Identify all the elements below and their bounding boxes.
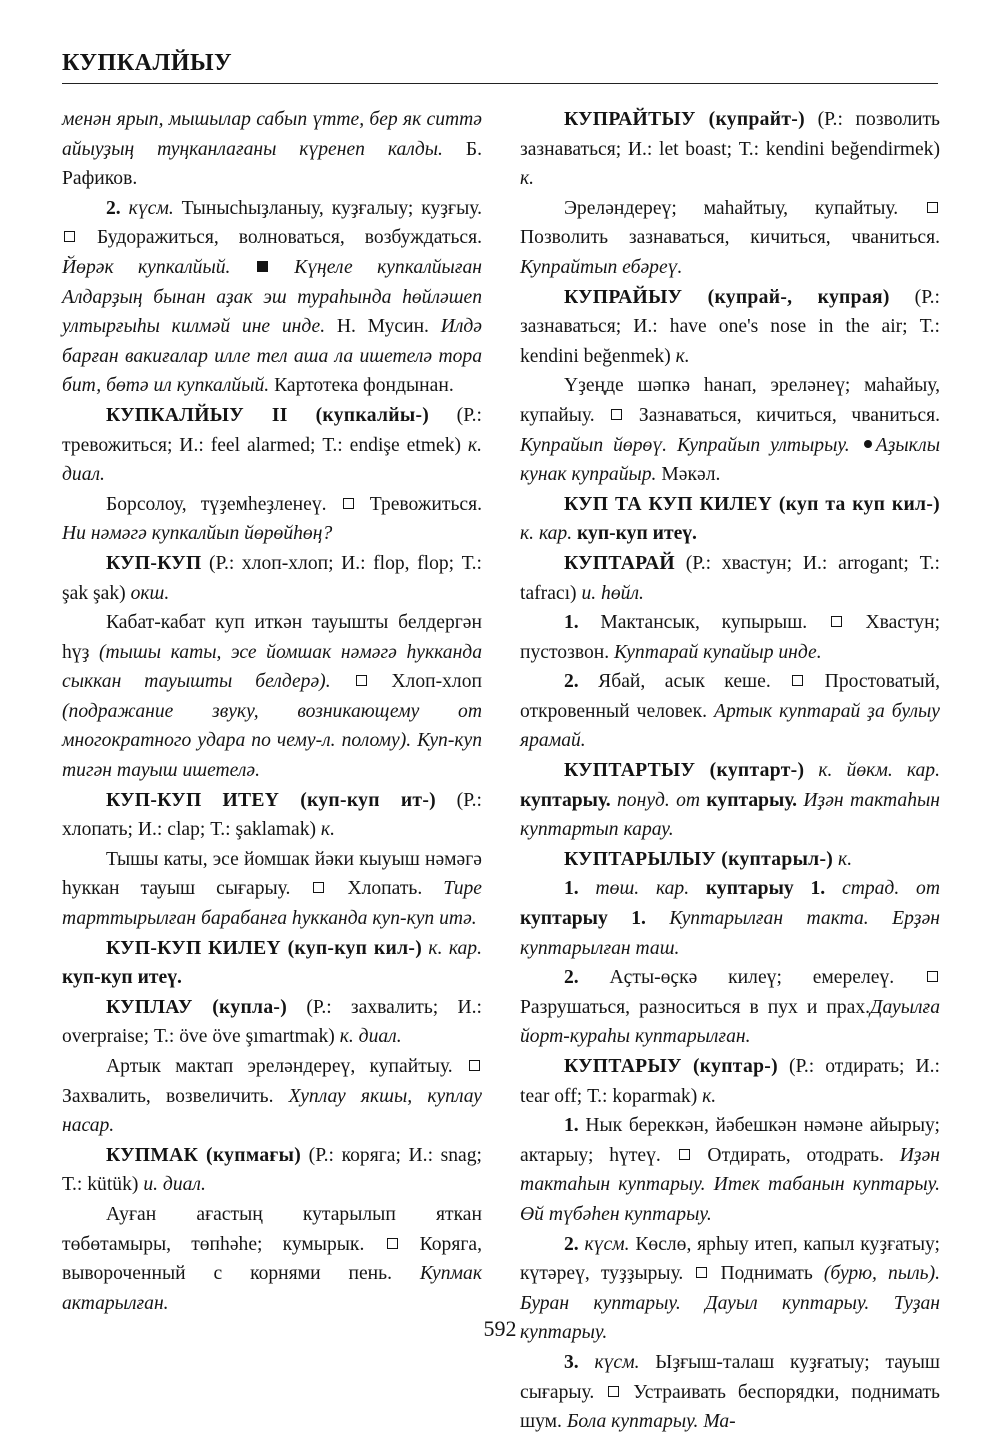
sense-number: 1. [564, 1115, 586, 1137]
headword: КУПТАРАЙ [564, 552, 675, 574]
source-text: Мәкәл. [656, 464, 721, 486]
definition: Эреләндереү; маһайтыу, купайтыу. [564, 197, 925, 219]
proverb-text: Аҙыклы кунак купрайыр. [520, 434, 940, 486]
example-text: Күңеле купкалйыған Алдарҙың бынан аҙак эш тураһында һөйләшеп ултырғыһы килмәй ине инде. [62, 256, 482, 338]
gram-tag: к. [702, 1085, 717, 1107]
entry-continuation [62, 105, 482, 194]
entry-sense [62, 608, 482, 786]
entry [520, 1052, 940, 1111]
definition: Борсолоу, түҙемһеҙленеү. [106, 493, 341, 515]
example-text: Ни нәмәгә купкалйып йөрөйһөң? [62, 523, 333, 545]
entry-sense [520, 667, 940, 756]
example-text: менән ярып, мышылар сабып үтте, бер як ситтә айыуҙың туңканлағаны күренеп калды. [62, 109, 482, 160]
translation-marker-icon [356, 675, 367, 686]
running-header [62, 48, 938, 78]
gram-tag: к. йөкм. кар. [804, 760, 940, 782]
headword: КУПТАРЫЛЫУ (куптарыл-) [564, 848, 834, 870]
example-text: Буран куптарыу. Дауыл куптарыу. Туҙан куптарыу. [520, 1292, 940, 1344]
example-text: Хуплау якшы, куплау насар. [62, 1085, 482, 1137]
source-text: Б. Рафиков. [62, 138, 482, 190]
definition: Нык береккән, йәбешкән нәмәне айырыу; актарыу; һүтеү. [520, 1115, 940, 1166]
sense-number: 3. [564, 1351, 595, 1373]
russian-translation: Простоватый, откровенный человек. [520, 671, 940, 722]
gram-tag: окш. [130, 582, 170, 604]
entry [520, 756, 940, 845]
headword: КУПЛАУ (купла-) [106, 996, 288, 1018]
definition: Тышы каты, эсе йомшак йәки кыуыш нәмәгә һуккан тауыш сығарыу. [62, 848, 482, 900]
example-text: Артык куптарай ҙа булыу ярамай. [520, 700, 940, 752]
definition: Ауған ағастың кутарылып яткан төбөтамыры, төпһәһе; кумырык. [62, 1203, 482, 1255]
entry-sense [62, 1052, 482, 1141]
translation-marker-icon [792, 675, 803, 686]
cross-reference: куптарыу. [706, 789, 798, 811]
explanation: (бурю, пыль). [823, 1263, 940, 1285]
definition: Ябай, асык кеше. [598, 671, 791, 693]
sense-2 [62, 194, 482, 401]
source-text: Н. Мусин. [325, 316, 441, 338]
headword: КУПКАЛЙЫУ II (купкалйы-) [106, 404, 430, 426]
entry-sense [520, 608, 940, 667]
page-number: 592 [483, 1316, 517, 1341]
gram-tag: к. кар. [520, 523, 578, 545]
translation-marker-icon [927, 202, 938, 213]
gram-tag: к. [520, 168, 535, 190]
example-text: Йөрәк купкалйый. [62, 256, 231, 278]
definition: Тыныcһыҙланыу, куҙғалыу; куҙғыу. [173, 197, 482, 219]
entry-sense [520, 194, 940, 283]
phraseology-marker-icon [257, 261, 268, 272]
russian-translation: Хлопать. [326, 878, 444, 900]
translation-marker-icon [679, 1149, 690, 1160]
definition: Үҙеңде шәпкә һанап, эреләнеү; маһайыу, купайыу. [520, 375, 940, 426]
gram-tag: күсм. [594, 1351, 640, 1373]
russian-translation: Хлоп-хлоп [368, 671, 482, 693]
russian-translation: Зазнаваться, кичиться, чваниться. [624, 404, 940, 426]
gram-tag: к. диал. [339, 1026, 402, 1048]
gram-tag: и. һөйл. [581, 582, 644, 604]
sense-number: 1. [564, 878, 596, 900]
equivalents: (Р.: позволить зазнаваться; И.: let boast; Т.: kendini beğendirmek) [520, 109, 940, 160]
entry [62, 1141, 482, 1200]
entry [520, 105, 940, 194]
entry-sense [520, 874, 940, 963]
translation-marker-icon [387, 1238, 398, 1249]
entry-sense [62, 490, 482, 549]
headword: КУП ТА КУП КИЛЕҮ (куп та куп кил-) [564, 493, 940, 515]
example-text: Бола куптарыу. Ма- [566, 1411, 736, 1433]
gram-tag: төш. кар. [595, 878, 706, 900]
translation-marker-icon [469, 1060, 480, 1071]
gram-tag: күсм. [584, 1233, 630, 1255]
translation-marker-icon [343, 498, 354, 509]
translation-marker-icon [831, 616, 842, 627]
gram-tag: страд. от [825, 878, 940, 900]
translation-marker-icon [608, 1386, 619, 1397]
russian-translation: Тревожиться. [355, 493, 482, 515]
equivalents: (Р.: зазнаваться; И.: have one's nose in the air; Т.: kendini beğenmek) [520, 286, 940, 367]
translation-marker-icon [313, 882, 324, 893]
example-text: Купрайтып ебәреү. [520, 256, 683, 278]
definition: Артык мактап эреләндереү, купайтыу. [106, 1056, 467, 1077]
equivalents: (Р.: хлоп-хлоп; И.: flop, flop; Т.: şak şak) [62, 552, 482, 604]
translation-marker-icon [611, 409, 622, 420]
entry-sense [520, 963, 940, 1052]
headword: КУП-КУП КИЛЕҮ (куп-куп кил-) [106, 937, 423, 959]
headword: КУП-КУП ИТЕҮ (куп-куп ит-) [106, 789, 436, 811]
russian-translation: Поднимать [709, 1263, 824, 1285]
equivalents: (Р.: коряга; И.: snag; Т.: kütük) [62, 1144, 482, 1196]
definition: Кабат-кабат куп иткән тауышты белдергән һүҙ [62, 612, 482, 663]
left-column [62, 105, 482, 1318]
explanation: (подражание звуку, возникающему от многократного удара по чему-л. полому). [62, 700, 482, 752]
entry [62, 786, 482, 845]
explanation: (тышы каты, эсе йомшак нәмәгә һукканда сыккан тауышты белдерә). [62, 641, 483, 693]
sense-number: 2. [564, 967, 610, 989]
translation-marker-icon [927, 971, 938, 982]
russian-translation: Хвастун; пустозвон. [520, 612, 941, 663]
entry [62, 934, 482, 993]
russian-translation: Позволить зазнаваться, кичиться, чваниться. [520, 227, 940, 249]
entry [520, 549, 940, 608]
example-text: Иҙән тактаһын куптарыу. Итек табанын куптарыу. Өй түбәһен куптарыу. [520, 1144, 940, 1225]
cross-reference: куптарыу 1. [705, 878, 826, 900]
entry [62, 993, 482, 1052]
cross-reference: куп-куп итеү. [577, 523, 697, 545]
headword: КУПТАРЫУ (куптар-) [564, 1056, 778, 1077]
headword: КУПРАЙТЫУ (купрайт-) [564, 109, 805, 130]
translation-marker-icon [64, 231, 75, 242]
sense-number: 1. [564, 612, 601, 634]
equivalents: (Р.: хлопать; И.: clap; Т.: şaklamak) [62, 789, 482, 841]
russian-translation: Захвалить, возвеличить. [62, 1085, 289, 1107]
gram-tag: к. диал. [62, 434, 482, 486]
example-text: Куптарай купайыр инде. [614, 641, 822, 663]
headword: КУПМАК (купмағы) [106, 1144, 302, 1166]
gram-tag: к. кар. [422, 937, 482, 959]
entry-sense [62, 845, 482, 934]
entry [520, 845, 940, 875]
cross-reference: куптарыу 1. [520, 908, 646, 930]
headword: КУП-КУП [106, 552, 202, 574]
entry [520, 283, 940, 372]
entry-sense [520, 1348, 940, 1437]
entry [62, 401, 482, 490]
definition: Көслө, ярһыу итеп, капыл куҙғатыу; күтәреү, туҙҙырыу. [520, 1233, 941, 1285]
russian-translation: Разрушаться, разноситься в пух и прах. [520, 996, 871, 1018]
example-text: Тире тарттырылған барабанға һукканда куп-куп итә. [62, 878, 482, 930]
example-text: Куптарылған такта. Ерҙән куптарылған таш. [520, 908, 940, 959]
example-text: Илдә барған вакиғалар илле тел аша ла ишетелә тора бит, бөтә ил купкалйый. [62, 316, 483, 397]
definition: Аҫты-өҫкә килеү; емерелеү. [609, 967, 925, 989]
example-text: Куп-куп тигән тауыш ишетелә. [62, 730, 483, 782]
equivalents: (Р.: захвалить; И.: overpraise; Т.: öve öve şımartmak) [62, 996, 482, 1048]
example-text: Дауылға йорт-кураһы куптарылған. [520, 996, 940, 1048]
definition: Ыҙғыш-талаш куҙғатыу; тауыш сығарыу. [520, 1351, 940, 1403]
equivalents: (Р.: хвастун; И.: arrogant; Т.: tafracı) [520, 552, 940, 604]
russian-translation: Отдирать, отодрать. [691, 1144, 900, 1166]
headword: КУПТАРТЫУ (куптарт-) [564, 760, 805, 782]
proverb-marker-icon [864, 440, 872, 448]
example-text: Купрайып йөрөү. Купрайып ултырыу. [520, 434, 850, 456]
source-text: Картотека фондынан. [269, 375, 454, 397]
russian-translation: Коряга, вывороченный с корнями пень. [62, 1233, 482, 1285]
entry-sense [62, 1200, 482, 1318]
sense-number: 2. [106, 197, 129, 219]
sense-number: 2. [564, 1233, 585, 1255]
header-rule [62, 83, 938, 84]
entry [62, 549, 482, 608]
example-text: Иҙән тактаһын куптартып карау. [520, 789, 941, 841]
right-column [520, 105, 940, 1437]
equivalents: (Р.: отдирать; И.: tear off; Т.: koparmak) [520, 1056, 941, 1107]
entry [520, 490, 940, 549]
gram-tag: күсм. [128, 197, 174, 219]
equivalents: (Р.: тревожиться; И.: feel alarmed; Т.: endişe etmek) [62, 404, 482, 456]
russian-translation: Устраивать беспорядки, поднимать шум. [520, 1381, 940, 1433]
gram-tag: к. [833, 848, 853, 870]
sense-number: 2. [564, 671, 599, 693]
gram-tag: к. [320, 819, 335, 841]
gram-tag: к. [675, 345, 690, 367]
example-text: Купмак актарылған. [62, 1263, 482, 1314]
headword: КУПРАЙЫУ (купрай-, купрая) [564, 286, 890, 308]
entry-sense [520, 1111, 940, 1229]
translation-marker-icon [696, 1267, 707, 1278]
definition: Мактансык, купырыш. [600, 612, 829, 634]
russian-translation: Будоражиться, волноваться, возбуждаться. [77, 227, 482, 249]
gram-tag: и. диал. [143, 1174, 206, 1196]
cross-reference: куп-куп итеү. [62, 967, 182, 989]
gram-tag: понуд. от [610, 789, 707, 811]
entry-sense [520, 371, 940, 489]
page-title: КУПКАЛЙЫУ [62, 50, 233, 76]
cross-reference: куптарыу. [520, 789, 611, 811]
